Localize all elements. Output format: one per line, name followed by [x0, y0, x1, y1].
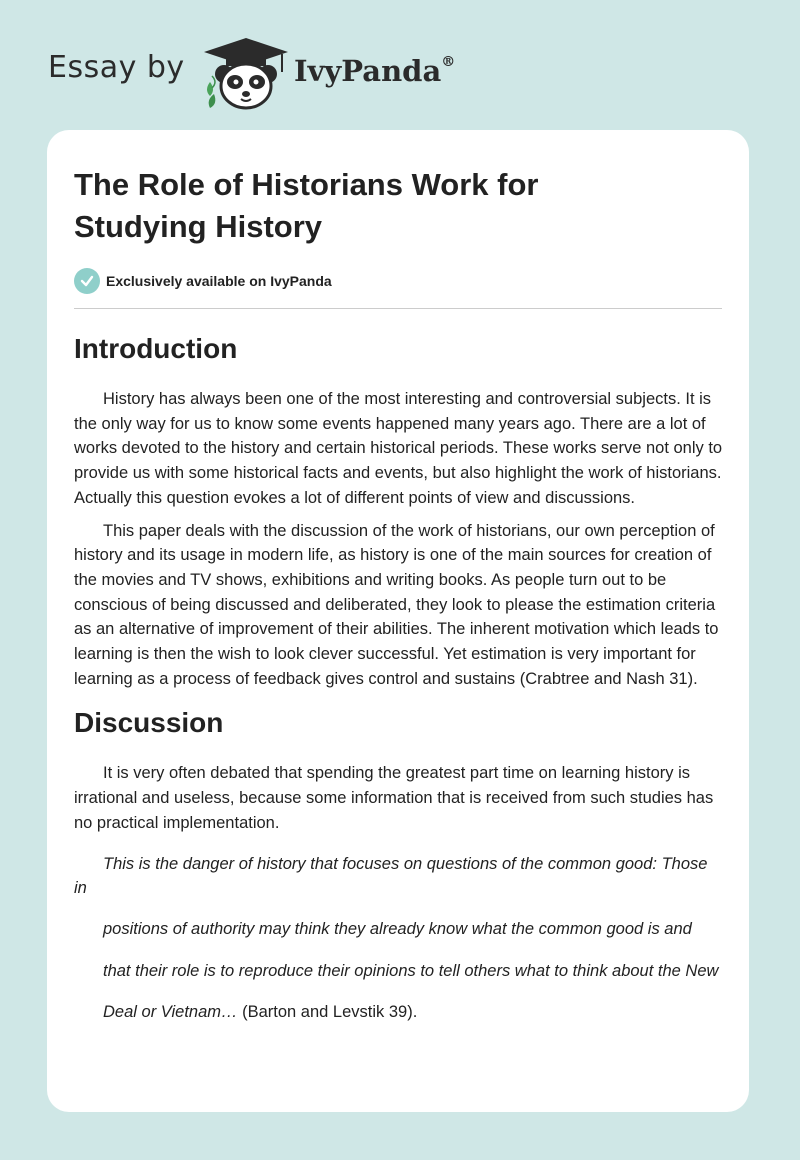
quote-citation: (Barton and Levstik 39).: [237, 1003, 418, 1022]
essay-card: [47, 130, 749, 1112]
checkmark-icon: [74, 268, 100, 294]
quote-text: Deal or Vietnam…: [103, 1003, 238, 1022]
paragraph: It is very often debated that spending the greatest part time on learning history is irrational and useless, because some information that is received from such studies has no practical implementation.: [74, 764, 714, 832]
ivypanda-logo-icon[interactable]: [202, 36, 290, 112]
section-heading-introduction: Introduction: [74, 333, 238, 364]
block-quote-line: positions of authority may think they already know what the common good is and: [103, 919, 692, 938]
brand-name[interactable]: IvyPanda®: [294, 54, 456, 88]
divider: [74, 308, 722, 309]
paragraph: History has always been one of the most interesting and controversial subjects. It is the only way for us to know some events happened many years ago. There are a lot of works devoted to the history and certain historical periods. These works serve not only to provide us with some historical facts and events, but also highlight the work of historians. Actually this question evokes a lot of different points of view and discussions.: [74, 390, 723, 507]
block-quote-line: This is the danger of history that focuses on questions of the common good: Those in: [74, 854, 708, 898]
essay-title-line-1: The Role of Historians Work for: [74, 167, 539, 202]
essay-by-label: Essay by: [48, 50, 185, 85]
block-quote-line: [74, 1000, 724, 1025]
essay-title: [74, 164, 724, 248]
exclusive-badge: [74, 266, 724, 296]
block-quote-line: that their role is to reproduce their opinions to tell others what to think about the New: [103, 961, 719, 980]
essay-title-line-2: Studying History: [74, 209, 323, 244]
site-header: [48, 36, 548, 112]
essay-content: [74, 164, 724, 1025]
exclusive-label: Exclusively available on IvyPanda: [106, 273, 332, 289]
paragraph: This paper deals with the discussion of the work of historians, our own perception of history and its usage in modern life, as history is one of the main sources for creation of the movies and TV shows, exhibitions and writing books. As people turn out to be conscious of being discussed and deliberated, they look to please the estimation criteria as an alternative of improvement of their abilities. The inherent motivation which leads to learning is then the wish to look clever successful. Yet estimation is very important for learning as a process of feedback gives control and sustains (Crabtree and Nash 31).: [74, 521, 719, 688]
section-heading-discussion: Discussion: [74, 707, 224, 739]
